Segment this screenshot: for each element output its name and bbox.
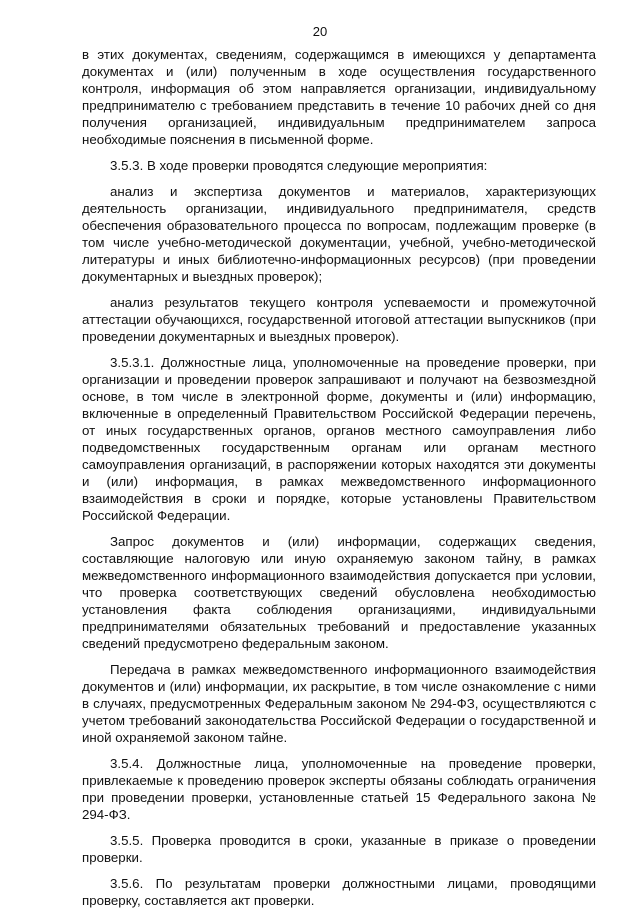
paragraph-3-5-4: 3.5.4. Должностные лица, уполномоченные на проведение проверки, привлекаемые к проведению проверок эксперты обязаны соблюдать ограничения при проведении проверки, установленные статьей 15 Федерального закона № 294-ФЗ. bbox=[82, 756, 596, 822]
paragraph-analysis-results: анализ результатов текущего контроля успеваемости и промежуточной аттестации обучающихся, государственной итоговой аттестации выпускников (при проведении документарных и выездных проверок). bbox=[82, 295, 596, 344]
paragraph-continuation: в этих документах, сведениям, содержащимся в имеющихся у департамента документах и (или) полученным в ходе осуществления государственного контроля, информация об этом направляется организации, индивидуальному предпринимателю с требованием представить в течение 10 рабочих дней со дня получения организацией, индивидуальным предпринимателем запроса необходимые пояснения в письменной форме. bbox=[82, 47, 596, 147]
paragraph-request-documents: Запрос документов и (или) информации, содержащих сведения, составляющие налоговую или иную охраняемую законом тайну, в рамках межведомственного информационного взаимодействия допускается при условии, что проверка соответствующих сведений обусловлена необходимостью установления факта соблюдения организациями, индивидуальными предпринимателями обязательных требований и предоставление указанных сведений предусмотрено федеральным законом. bbox=[82, 534, 596, 651]
paragraph-analysis-documents: анализ и экспертиза документов и материалов, характеризующих деятельность организации, индивидуального предпринимателя, средств обеспечения образовательного процесса по вопросам, подлежащим проверке (в том числе учебно-методической документации, учебной, учебно-методической литературы и иных библиотечно-информационных ресурсов) (при проведении документарных и выездных проверок); bbox=[82, 184, 596, 284]
document-body bbox=[82, 46, 596, 918]
paragraph-3-5-3-1: 3.5.3.1. Должностные лица, уполномоченные на проведение проверки, при организации и проведении проверок запрашивают и получают на безвозмездной основе, в том числе в электронной форме, документы и (или) информацию, включенные в определенный Правительством Российской Федерации перечень, от иных государственных органов, органов местного самоуправления либо подведомственных государственным органам или органам местного самоуправления организаций, в распоряжении которых находятся эти документы и (или) информация, в рамках межведомственного информационного взаимодействия в сроки и порядке, которые установлены Правительством Российской Федерации. bbox=[82, 355, 596, 523]
page-number: 20 bbox=[312, 24, 328, 39]
paragraph-3-5-6: 3.5.6. По результатам проверки должностными лицами, проводящими проверку, составляется акт проверки. bbox=[82, 876, 596, 908]
paragraph-transfer-documents: Передача в рамках межведомственного информационного взаимодействия документов и (или) информации, их раскрытие, в том числе ознакомление с ними в случаях, предусмотренных Федеральным законом № 294-ФЗ, осуществляются с учетом требований законодательства Российской Федерации о государственной и иной охраняемой законом тайне. bbox=[82, 662, 596, 745]
paragraph-3-5-3: 3.5.3. В ходе проверки проводятся следующие мероприятия: bbox=[110, 158, 488, 173]
paragraph-3-5-5: 3.5.5. Проверка проводится в сроки, указанные в приказе о проведении проверки. bbox=[82, 833, 596, 865]
